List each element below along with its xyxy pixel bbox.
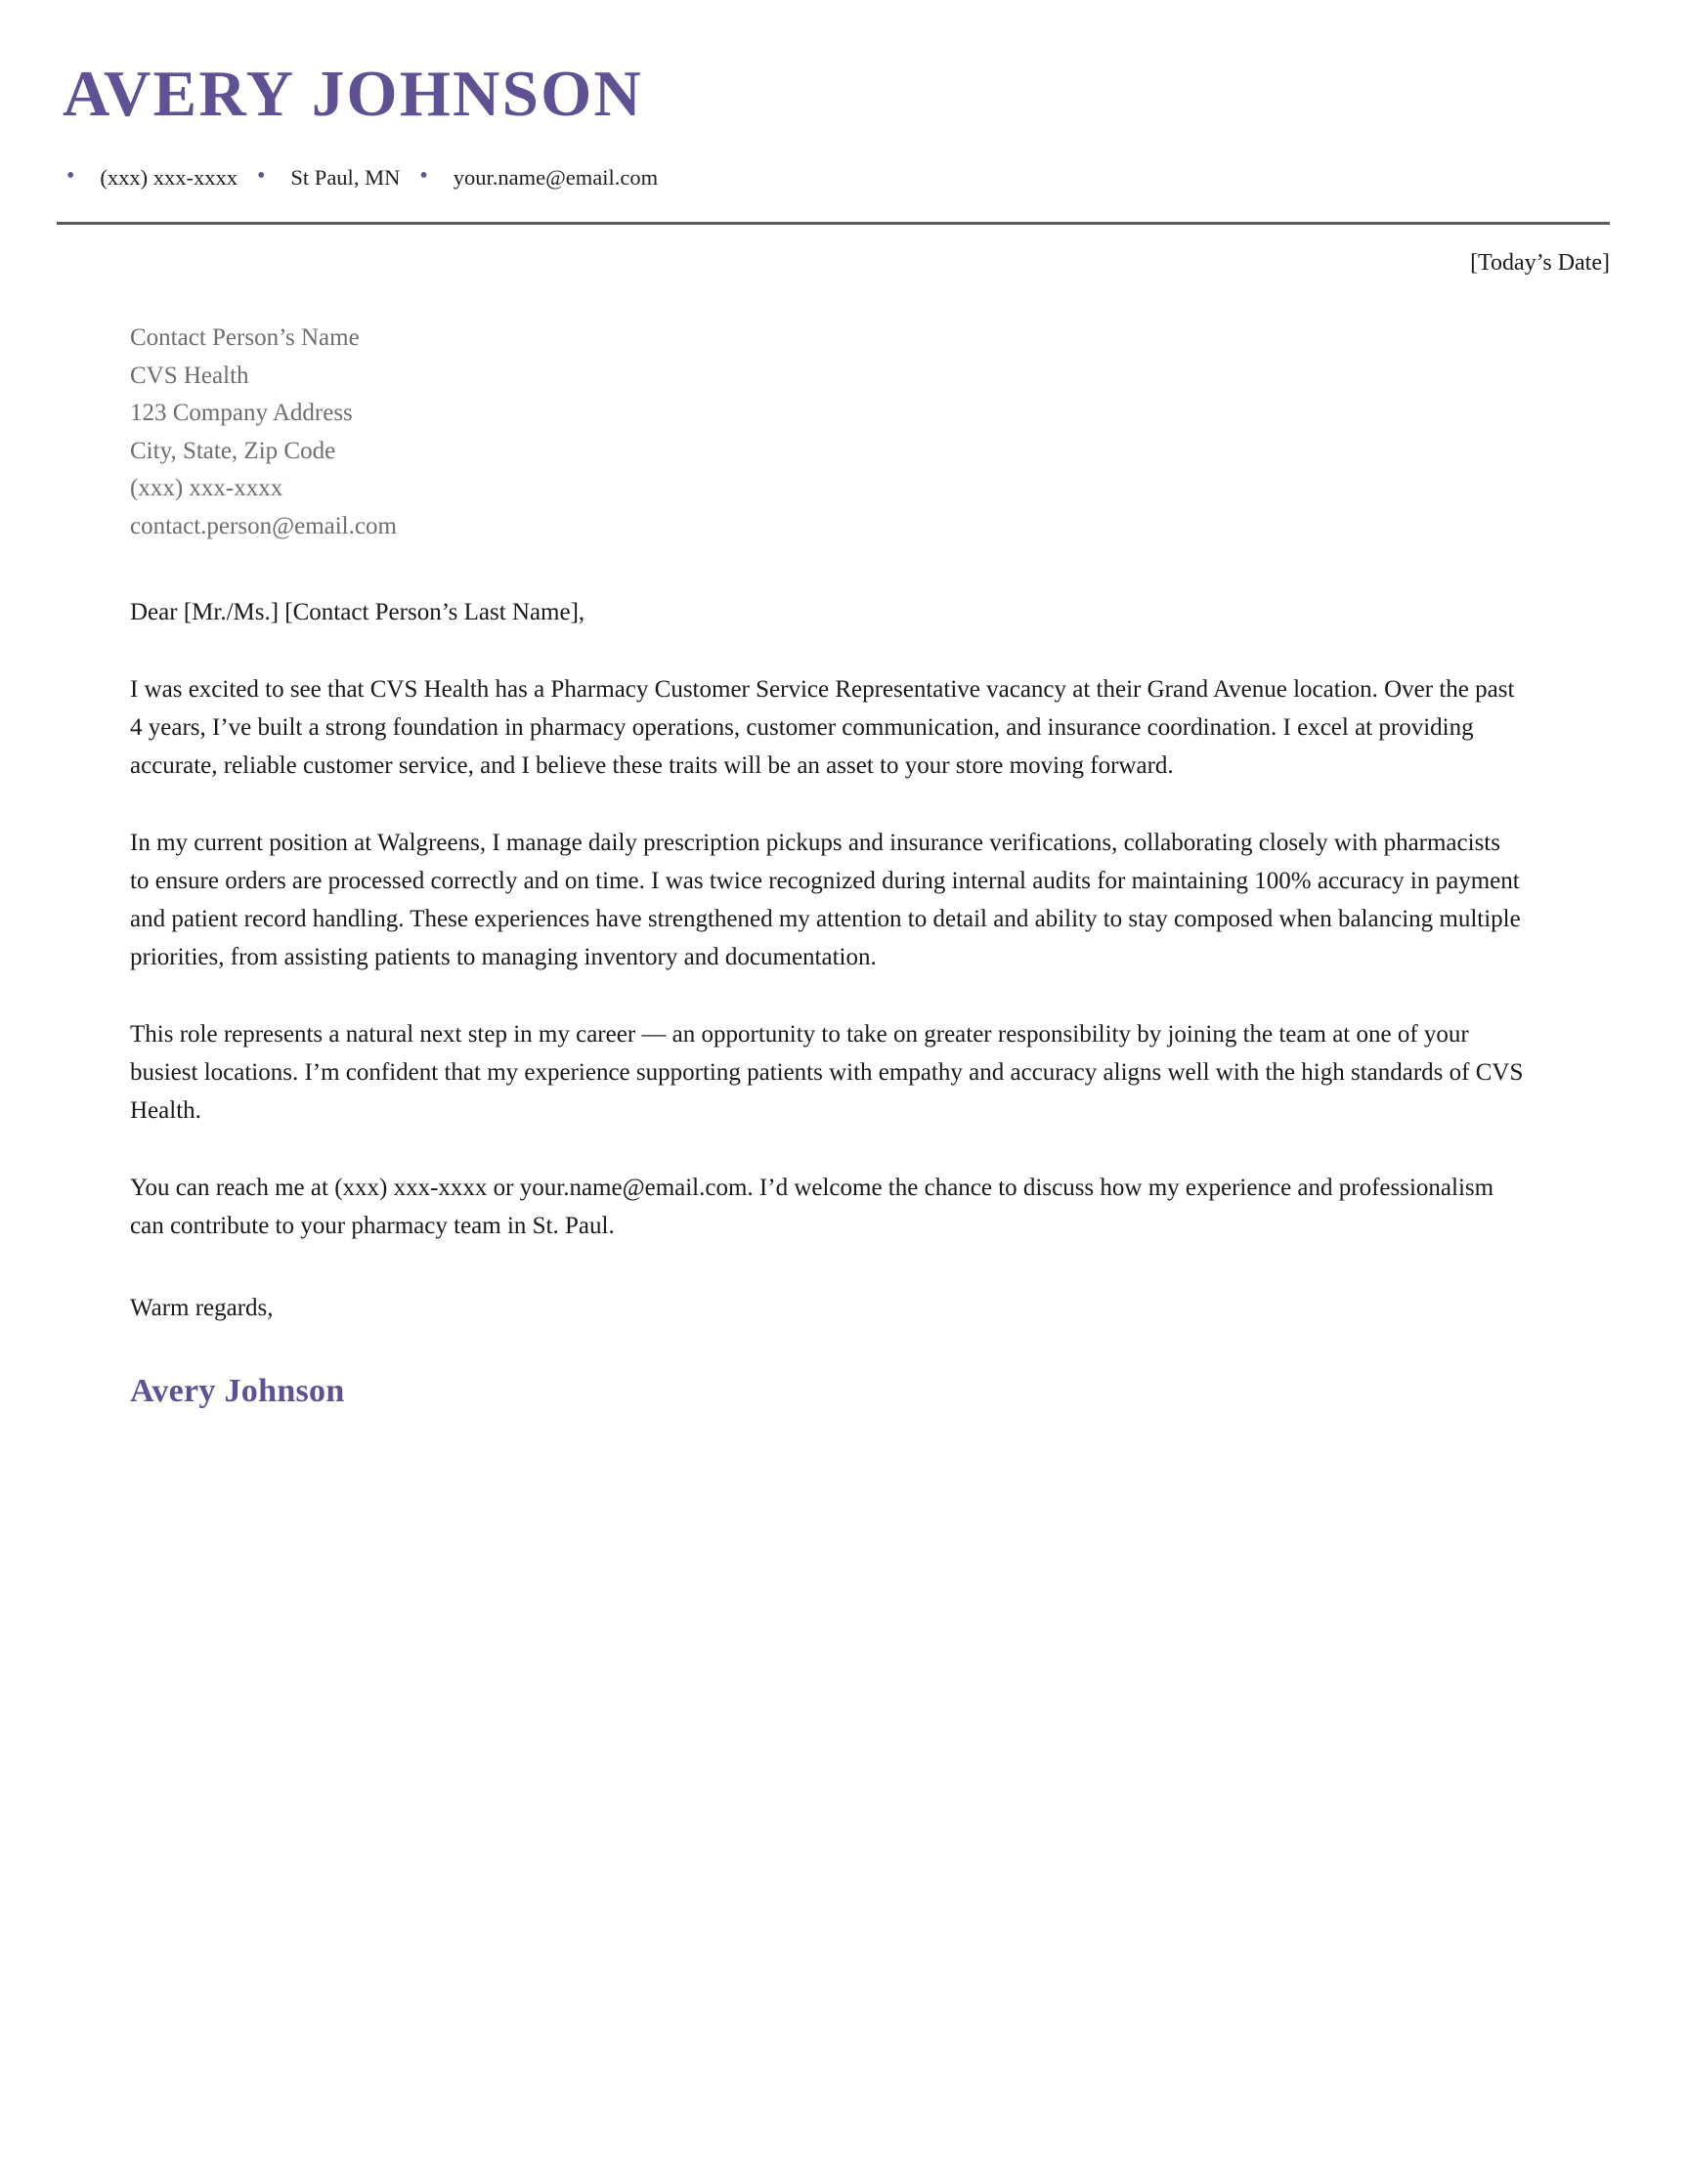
body-paragraph-3: This role represents a natural next step in my career — an opportunity to take on greater responsibility by joining the team at one of your busiest locations. I’m confident that my experience supporting patients with empathy and accuracy aligns well with the high standards of CVS Health.: [130, 1020, 1524, 1124]
letter-header: [0, 0, 1688, 191]
recipient-line: CVS Health: [130, 362, 249, 389]
recipient-line: City, State, Zip Code: [130, 437, 336, 464]
body-paragraph-4: You can reach me at (xxx) xxx-xxxx or your.name@email.com. I’d welcome the chance to discuss how my experience and professionalism can contribute to your pharmacy team in St. Paul.: [130, 1174, 1494, 1239]
bullet-icon: •: [419, 162, 428, 189]
recipient-line: Contact Person’s Name: [130, 324, 360, 352]
body-paragraph-2: In my current position at Walgreens, I manage daily prescription pickups and insurance verifications, collaborating closely with pharmacists to ensure orders are processed correctly and on time. I was twice recognized during internal audits for maintaining 100% accuracy in payment and patient record handling. These experiences have strengthened my attention to detail and ability to stay composed when balancing multiple priorities, from assisting patients to managing inventory and documentation.: [130, 829, 1521, 970]
recipient-line: 123 Company Address: [130, 400, 353, 427]
contact-location: St Paul, MN: [290, 165, 401, 191]
page-title: AVERY JOHNSON: [63, 58, 643, 130]
contact-info-line: [57, 164, 1610, 191]
bullet-icon: •: [257, 162, 266, 189]
contact-phone: (xxx) xxx-xxxx: [100, 165, 238, 191]
letter-date: [Today’s Date]: [1470, 250, 1610, 277]
body-paragraph-1: I was excited to see that CVS Health has a Pharmacy Customer Service Representative vacancy at their Grand Avenue location. Over the past 4 years, I’ve built a strong foundation in pharmacy operations, customer communication, and insurance coordination. I excel at providing accurate, reliable customer service, and I believe these traits will be an asset to your store moving forward.: [130, 675, 1515, 779]
recipient-line: contact.person@email.com: [130, 512, 397, 539]
contact-email: your.name@email.com: [453, 165, 659, 191]
header-divider: [57, 222, 1610, 225]
recipient-line: (xxx) xxx-xxxx: [130, 475, 283, 502]
closing-salutation: Warm regards,: [130, 1294, 274, 1321]
signature-name: Avery Johnson: [130, 1373, 345, 1410]
bullet-icon: •: [66, 162, 75, 189]
recipient-address-block: [130, 320, 1525, 545]
salutation: Dear [Mr./Ms.] [Contact Person’s Last Name],: [130, 599, 585, 626]
letter-body: [0, 320, 1688, 1410]
